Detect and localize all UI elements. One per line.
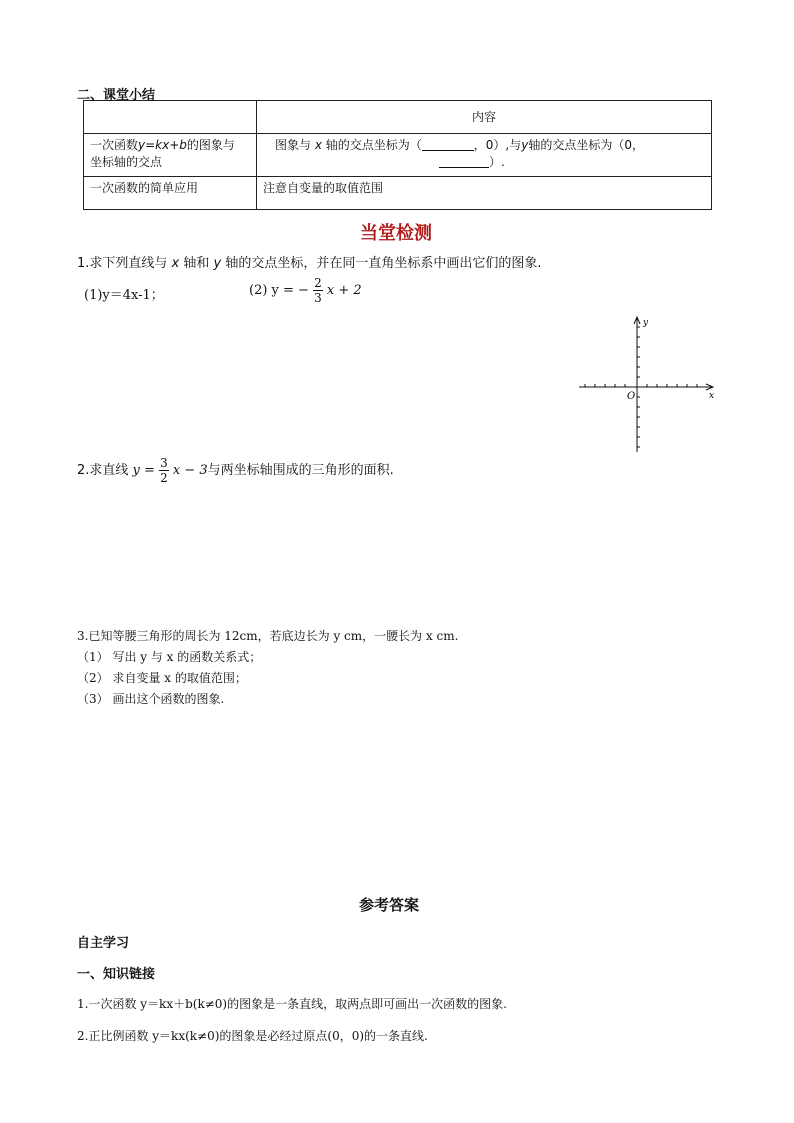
knowledge-link-heading: 一、知识链接 [77,967,156,982]
answer-1: 1.一次函数 y＝kx＋b(k≠0)的图象是一条直线，取两点即可画出一次函数的图象. [77,997,507,1011]
answer-blank [422,138,474,151]
answers-title: 参考答案 [359,896,420,914]
question-3-sub-1: （1） 写出 y 与 x 的函数关系式； [77,650,262,664]
table-header-content: 内容 [257,101,712,134]
question-3: 3.已知等腰三角形的周长为 12cm，若底边长为 y cm，一腰长为 x cm. [77,629,459,643]
x-axis-label: x [709,391,715,401]
question-3-sub-3: （3） 画出这个函数的图象. [77,692,225,706]
table-row [84,134,712,177]
table-cell-content: 图象与 x 轴的交点坐标为（ ，0）,与y轴的交点坐标为（0， ）. [257,134,712,177]
question-2: 2.求直线 y = $\frac{3}{2}$ x − 3与两坐标轴围成的三角形的面积. [77,456,394,485]
fraction: $\frac{3}{2}$ [160,456,168,485]
answer-2: 2.正比例函数 y＝kx(k≠0)的图象是必经过原点(0，0)的一条直线. [77,1029,428,1043]
origin-label: O [627,391,636,402]
table-header-empty [84,101,257,134]
table-cell-topic: 一次函数的简单应用 [84,177,257,210]
table-header-row [84,101,712,134]
section-heading-summary: 二、课堂小结 [77,88,156,103]
y-axis-label: y [643,318,649,328]
summary-table [83,100,712,210]
answer-blank [439,155,489,168]
question-1-part-1: (1)y＝4x-1； [84,288,164,303]
fraction: $\frac{2}{3}$ [314,276,322,305]
question-1: 1.求下列直线与 x 轴和 y 轴的交点坐标，并在同一直角坐标系中画出它们的图象. [77,256,542,271]
coordinate-axes [575,312,725,457]
table-cell-topic: 一次函数y=kx+b的图象与 坐标轴的交点 [84,134,257,177]
self-study-heading: 自主学习 [77,936,130,951]
question-1-part-2: (2) y = − $\frac{2}{3}$ x + 2 [249,276,362,305]
table-cell-content: 注意自变量的取值范围 [257,177,712,210]
question-3-sub-2: （2） 求自变量 x 的取值范围； [77,671,247,685]
page-title-check: 当堂检测 [360,223,432,244]
table-row [84,177,712,210]
